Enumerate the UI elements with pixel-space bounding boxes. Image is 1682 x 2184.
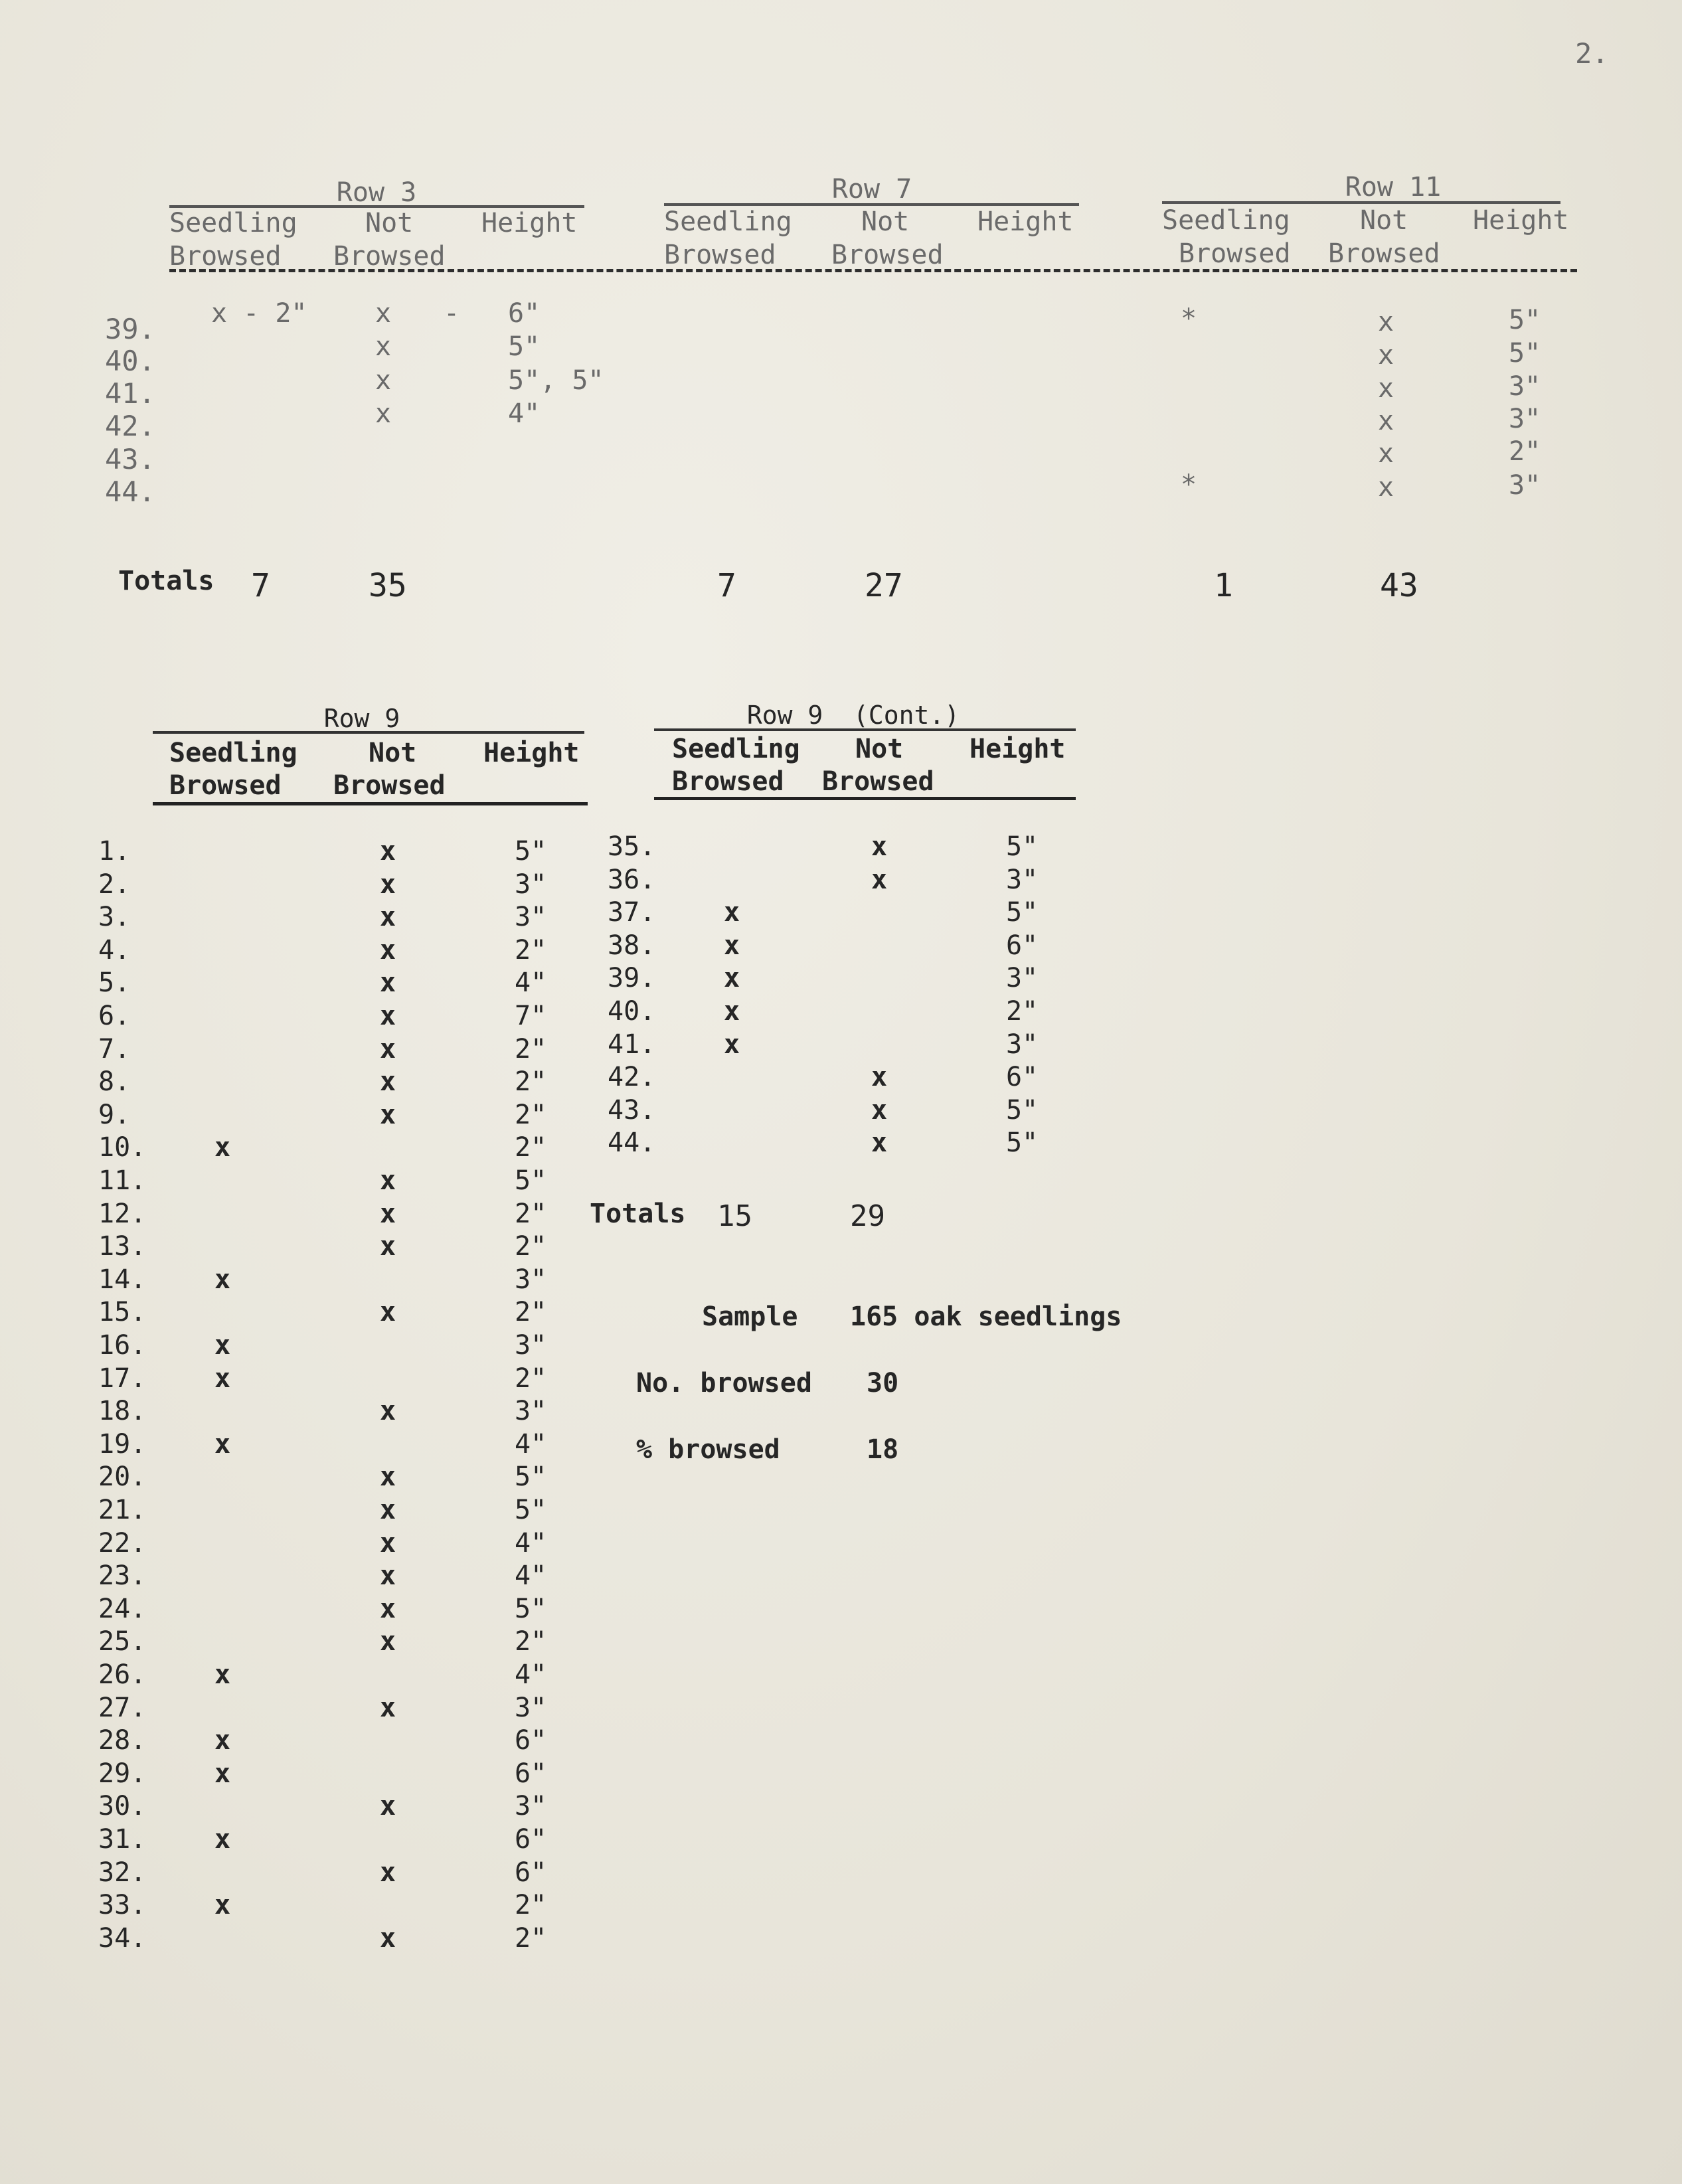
- row9-totals-label: Totals: [590, 1199, 686, 1229]
- row11-entry: x: [1378, 373, 1394, 404]
- row-number: 22.: [98, 1527, 147, 1558]
- not-browsed-mark: x: [871, 1094, 888, 1126]
- row7-title: Row 7: [831, 174, 912, 205]
- row9-col-not-browsed: Browsed: [333, 770, 446, 801]
- height-value: 3": [515, 902, 547, 933]
- height-value: 2": [515, 1066, 547, 1098]
- row11-entry: x: [1378, 438, 1394, 469]
- browsed-mark: x: [724, 930, 740, 961]
- height-value: 3": [1006, 864, 1039, 895]
- not-browsed-mark: x: [380, 1033, 396, 1064]
- height-value: 2": [515, 1363, 547, 1394]
- row-number: 38.: [608, 930, 656, 961]
- row-number: 32.: [98, 1857, 147, 1888]
- row7-title-rule: [664, 203, 1079, 206]
- height-value: 4": [515, 1560, 547, 1592]
- row-number: 11.: [98, 1165, 147, 1196]
- not-browsed-mark: x: [380, 1198, 396, 1229]
- pct-browsed-value: 18: [867, 1434, 899, 1465]
- row-number: 29.: [98, 1758, 147, 1789]
- row11-entry: *: [1181, 303, 1197, 334]
- row-number: 6.: [98, 1001, 131, 1031]
- totals-label: Totals: [118, 566, 214, 596]
- row3-col-not-browsed: Browsed: [333, 241, 446, 272]
- row11-entry: 3": [1509, 470, 1541, 501]
- height-value: 6": [1006, 930, 1039, 961]
- row-number: 40.: [608, 996, 656, 1027]
- total-value: 27: [865, 567, 903, 604]
- browsed-mark: x: [724, 1029, 740, 1060]
- not-browsed-mark: x: [871, 864, 888, 895]
- not-browsed-mark: x: [871, 1128, 888, 1159]
- row7-col-not: Not: [861, 207, 910, 237]
- total-value: 7: [717, 567, 736, 604]
- row-number: 18.: [98, 1396, 147, 1427]
- row7-col-not-browsed: Browsed: [831, 240, 944, 270]
- height-value: 4": [515, 1659, 547, 1690]
- row-number: 31.: [98, 1824, 147, 1855]
- row11-entry: *: [1181, 469, 1197, 500]
- row9-cont-header-rule: [654, 797, 1076, 800]
- row-number: 26.: [98, 1659, 147, 1690]
- height-value: 6": [1006, 1062, 1039, 1093]
- row-number: 8.: [98, 1066, 131, 1098]
- row-number: 39.: [608, 963, 656, 994]
- height-value: 2": [515, 1099, 547, 1130]
- row-number: 33.: [98, 1890, 147, 1921]
- height-value: 5": [515, 1593, 547, 1624]
- row-number: 23.: [98, 1560, 147, 1592]
- row9-col-height: Height: [483, 738, 580, 768]
- not-browsed-mark: x: [380, 1396, 396, 1427]
- row11-col-not: Not: [1360, 205, 1408, 236]
- row3-entry: 6": [508, 298, 541, 329]
- page-number: 2.: [1575, 37, 1609, 70]
- row11-col-seedling: Seedling: [1162, 205, 1290, 236]
- row-number: 15.: [98, 1297, 147, 1328]
- row11-title-rule: [1162, 201, 1560, 204]
- row11-title: Row 11: [1345, 172, 1442, 203]
- not-browsed-mark: x: [380, 1231, 396, 1262]
- row-number: 43.: [105, 443, 155, 475]
- height-value: 2": [515, 1231, 547, 1262]
- row3-entry: x: [375, 298, 392, 329]
- row9-col-seedling: Seedling: [169, 738, 297, 768]
- height-value: 3": [1006, 1029, 1039, 1060]
- row11-col-height: Height: [1473, 205, 1569, 236]
- row-number: 44.: [105, 475, 155, 508]
- row-number: 2.: [98, 869, 131, 900]
- row9-col-browsed: Browsed: [169, 770, 282, 801]
- row3-entry: 5": [508, 331, 541, 362]
- height-value: 3": [515, 1330, 547, 1361]
- row11-entry: x: [1378, 307, 1394, 337]
- height-value: 4": [515, 1428, 547, 1460]
- height-value: 4": [515, 1527, 547, 1558]
- not-browsed-mark: x: [380, 1001, 396, 1031]
- row-number: 24.: [98, 1593, 147, 1624]
- not-browsed-mark: x: [380, 869, 396, 900]
- row7-col-height: Height: [977, 207, 1074, 237]
- not-browsed-mark: x: [380, 1527, 396, 1558]
- height-value: 5": [1006, 1128, 1039, 1159]
- height-value: 5": [515, 1462, 547, 1493]
- not-browsed-mark: x: [871, 831, 888, 862]
- row-number: 39.: [105, 313, 155, 345]
- row9-col-not: Not: [369, 738, 417, 768]
- height-value: 2": [515, 1297, 547, 1328]
- row11-entry: 3": [1509, 371, 1541, 402]
- not-browsed-mark: x: [380, 1066, 396, 1098]
- height-value: 2": [515, 1626, 547, 1657]
- row-number: 1.: [98, 836, 131, 867]
- row-number: 44.: [608, 1128, 656, 1159]
- height-value: 5": [1006, 1094, 1039, 1126]
- not-browsed-mark: x: [380, 1165, 396, 1196]
- not-browsed-mark: x: [380, 1626, 396, 1657]
- height-value: 3": [515, 869, 547, 900]
- row11-entry: x: [1378, 340, 1394, 371]
- row9-total-browsed: 15: [717, 1199, 752, 1233]
- row11-col-browsed: Browsed: [1179, 238, 1291, 269]
- row11-entry: 3": [1509, 404, 1541, 434]
- row3-col-seedling: Seedling: [169, 208, 297, 238]
- not-browsed-mark: x: [380, 1560, 396, 1592]
- row-number: 36.: [608, 864, 656, 895]
- pct-browsed-label: % browsed: [636, 1434, 780, 1465]
- total-value: 35: [369, 567, 407, 604]
- height-value: 3": [1006, 963, 1039, 994]
- row3-title: Row 3: [336, 177, 417, 208]
- row-number: 42.: [105, 410, 155, 442]
- row-number: 17.: [98, 1363, 147, 1394]
- row3-col-not: Not: [365, 208, 414, 238]
- row-number: 21.: [98, 1495, 147, 1525]
- browsed-mark: x: [214, 1264, 231, 1295]
- row-number: 35.: [608, 831, 656, 862]
- row-number: 19.: [98, 1428, 147, 1460]
- row-number: 14.: [98, 1264, 147, 1295]
- browsed-mark: x: [214, 1758, 231, 1789]
- height-value: 5": [1006, 831, 1039, 862]
- row-number: 40.: [105, 345, 155, 377]
- row9-cont-col-height: Height: [969, 734, 1066, 764]
- browsed-mark: x: [724, 996, 740, 1027]
- browsed-mark: x: [214, 1725, 231, 1756]
- not-browsed-mark: x: [380, 1791, 396, 1822]
- row-number: 16.: [98, 1330, 147, 1361]
- row9-cont-col-seedling: Seedling: [672, 734, 800, 764]
- row-number: 28.: [98, 1725, 147, 1756]
- height-value: 5": [515, 836, 547, 867]
- height-value: 6": [515, 1857, 547, 1888]
- row-number: 4.: [98, 934, 131, 966]
- height-value: 6": [515, 1725, 547, 1756]
- row3-col-browsed: Browsed: [169, 241, 282, 272]
- not-browsed-mark: x: [380, 902, 396, 933]
- not-browsed-mark: x: [380, 836, 396, 867]
- row9-cont-title-rule: [654, 728, 1076, 731]
- not-browsed-mark: x: [380, 1462, 396, 1493]
- row9-total-not-browsed: 29: [850, 1199, 885, 1233]
- sample-label: Sample: [702, 1302, 798, 1332]
- browsed-mark: x: [724, 897, 740, 928]
- row3-entry: 4": [508, 398, 541, 429]
- row-number: 30.: [98, 1791, 147, 1822]
- total-value: 7: [251, 567, 270, 604]
- height-value: 5": [1006, 897, 1039, 928]
- row11-entry: 5": [1509, 338, 1541, 369]
- height-value: 3": [515, 1264, 547, 1295]
- row3-col-height: Height: [481, 208, 578, 238]
- browsed-mark: x: [214, 1659, 231, 1690]
- total-value: 1: [1214, 567, 1233, 604]
- num-browsed-value: 30: [867, 1368, 899, 1398]
- height-value: 4": [515, 967, 547, 999]
- height-value: 3": [515, 1791, 547, 1822]
- not-browsed-mark: x: [380, 1692, 396, 1723]
- row-number: 34.: [98, 1922, 147, 1954]
- row3-entry: x: [375, 398, 392, 429]
- row9-cont-col-browsed: Browsed: [672, 766, 784, 797]
- row-number: 27.: [98, 1692, 147, 1723]
- row-number: 12.: [98, 1198, 147, 1229]
- row11-entry: x: [1378, 406, 1394, 436]
- row9-title: Row 9: [323, 704, 400, 733]
- browsed-mark: x: [724, 963, 740, 994]
- row-number: 3.: [98, 902, 131, 933]
- row-number: 7.: [98, 1033, 131, 1064]
- row-number: 41.: [105, 377, 155, 410]
- row-number: 5.: [98, 967, 131, 999]
- height-value: 5": [515, 1165, 547, 1196]
- row9-cont-title: Row 9 (Cont.): [746, 701, 960, 730]
- total-value: 43: [1380, 567, 1418, 604]
- row3-dash: -: [444, 298, 460, 329]
- row9-header-rule: [153, 802, 588, 805]
- row9-title-rule: [153, 731, 584, 734]
- height-value: 6": [515, 1824, 547, 1855]
- row9-cont-col-not: Not: [855, 734, 904, 764]
- row11-col-not-browsed: Browsed: [1328, 238, 1440, 269]
- browsed-mark: x: [214, 1132, 231, 1163]
- browsed-mark: x: [214, 1428, 231, 1460]
- height-value: 7": [515, 1001, 547, 1031]
- row7-col-browsed: Browsed: [664, 240, 776, 270]
- height-value: 3": [515, 1396, 547, 1427]
- not-browsed-mark: x: [380, 1857, 396, 1888]
- row-number: 42.: [608, 1062, 656, 1093]
- not-browsed-mark: x: [380, 967, 396, 999]
- row-number: 20.: [98, 1462, 147, 1493]
- not-browsed-mark: x: [380, 934, 396, 966]
- row11-entry: x: [1378, 472, 1394, 503]
- row11-entry: 5": [1509, 305, 1541, 335]
- row-number: 41.: [608, 1029, 656, 1060]
- browsed-mark: x: [214, 1824, 231, 1855]
- height-value: 2": [1006, 996, 1039, 1027]
- height-value: 5": [515, 1495, 547, 1525]
- height-value: 6": [515, 1758, 547, 1789]
- height-value: 2": [515, 1890, 547, 1921]
- not-browsed-mark: x: [380, 1593, 396, 1624]
- height-value: 2": [515, 1922, 547, 1954]
- height-value: 2": [515, 1198, 547, 1229]
- row3-entry: x: [375, 365, 392, 396]
- not-browsed-mark: x: [380, 1099, 396, 1130]
- row-number: 9.: [98, 1099, 131, 1130]
- row-number: 37.: [608, 897, 656, 928]
- browsed-mark: x: [214, 1890, 231, 1921]
- sample-value: 165 oak seedlings: [850, 1302, 1122, 1332]
- height-value: 2": [515, 934, 547, 966]
- not-browsed-mark: x: [380, 1495, 396, 1525]
- row-number: 25.: [98, 1626, 147, 1657]
- height-value: 2": [515, 1033, 547, 1064]
- row-number: 43.: [608, 1094, 656, 1126]
- row-number: 13.: [98, 1231, 147, 1262]
- row3-entry: x: [375, 331, 392, 362]
- not-browsed-mark: x: [380, 1922, 396, 1954]
- height-value: 3": [515, 1692, 547, 1723]
- row3-entry: 5", 5": [508, 365, 604, 396]
- not-browsed-mark: x: [871, 1062, 888, 1093]
- row11-entry: 2": [1509, 436, 1541, 467]
- browsed-mark: x: [214, 1330, 231, 1361]
- browsed-mark: x: [214, 1363, 231, 1394]
- row9-cont-col-not-browsed: Browsed: [822, 766, 934, 797]
- row-number: 10.: [98, 1132, 147, 1163]
- height-value: 2": [515, 1132, 547, 1163]
- not-browsed-mark: x: [380, 1297, 396, 1328]
- row7-col-seedling: Seedling: [664, 207, 792, 237]
- top-header-rule: [169, 269, 1577, 272]
- num-browsed-label: No. browsed: [636, 1368, 812, 1398]
- row3-entry: x - 2": [211, 298, 307, 329]
